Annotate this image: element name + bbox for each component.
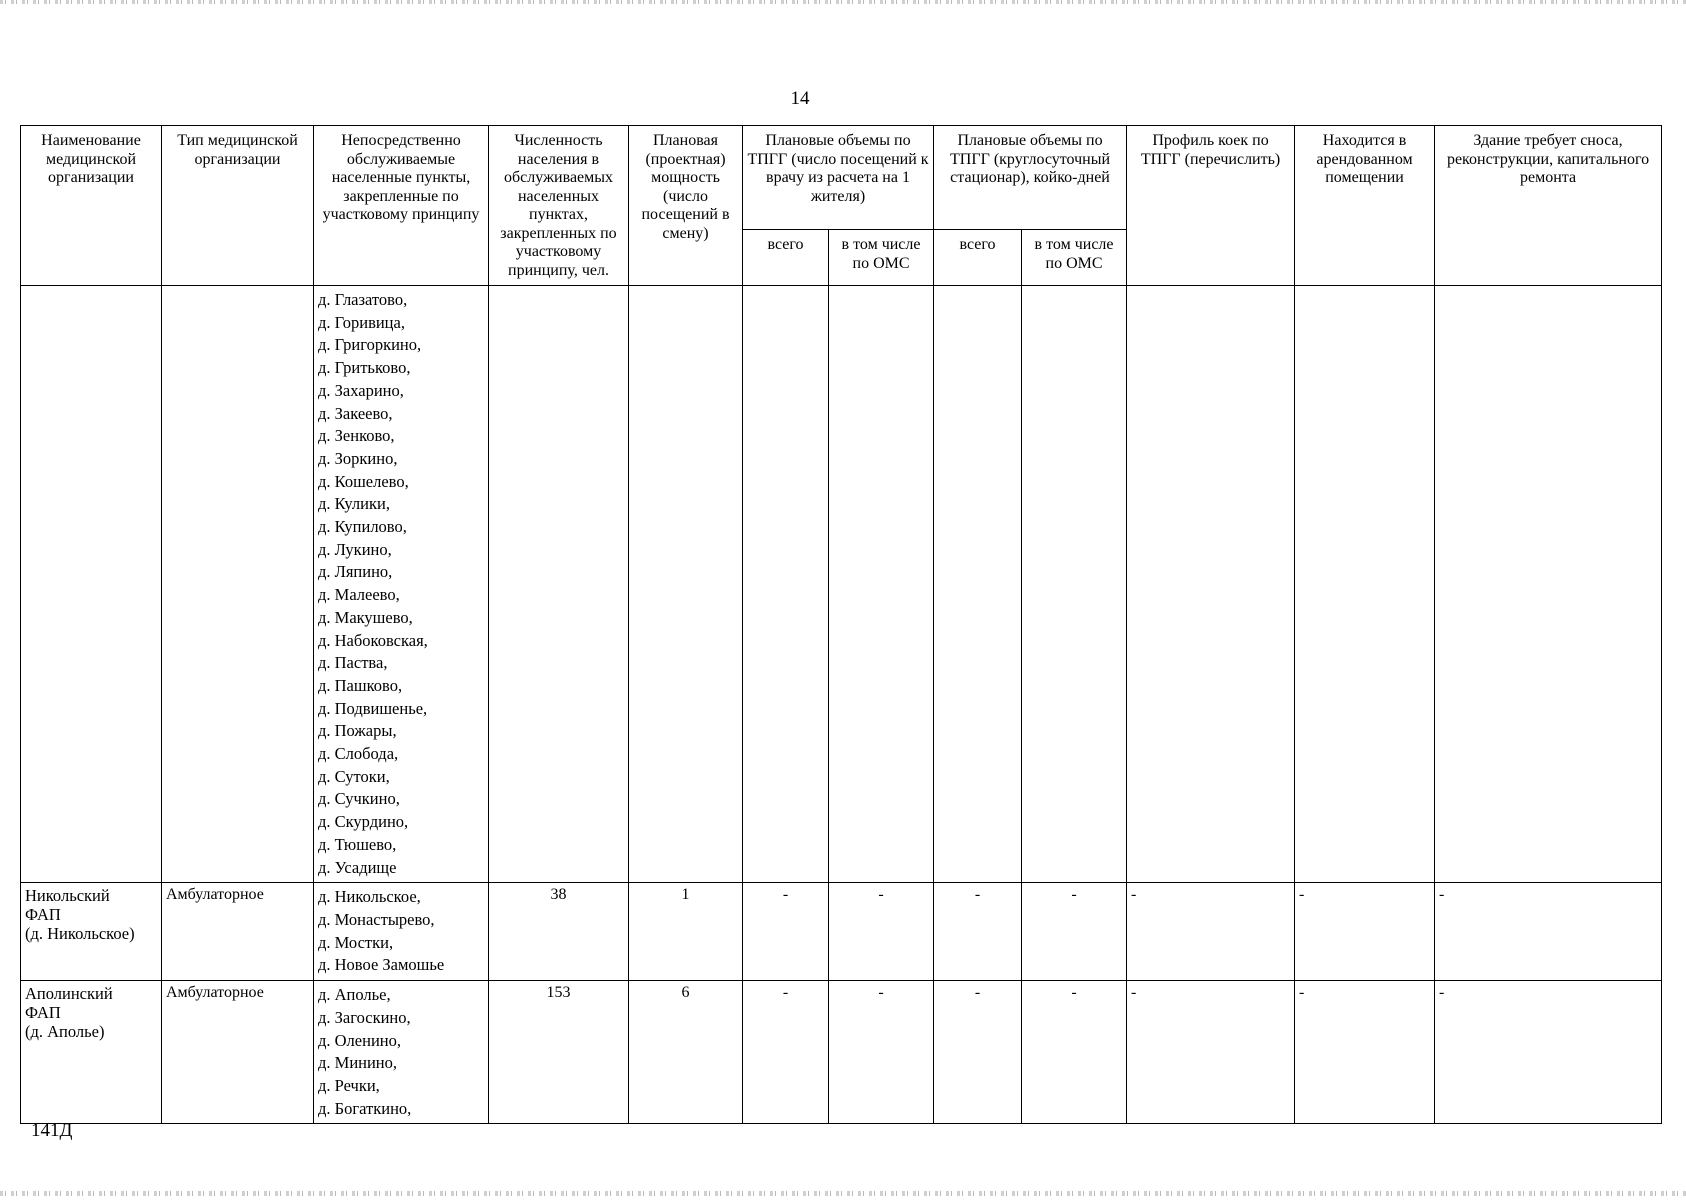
cell-settlements <box>314 883 489 981</box>
cell-line: д. Набоковская, <box>318 630 428 650</box>
cell-line: д. Тюшево, <box>318 834 397 854</box>
cell-line: Аполинский <box>25 984 113 1004</box>
cell-visits-total <box>743 286 829 883</box>
page-number: 14 <box>790 88 810 109</box>
cell-line: д. Никольское, <box>318 887 421 907</box>
cell-line: д. Усадище <box>318 857 397 877</box>
cell-line: (д. Никольское) <box>25 924 135 944</box>
scan-edge-top <box>0 0 1686 4</box>
cell-bed-profile: - <box>1127 981 1295 1124</box>
header-building: Здание требует сноса, реконструкции, капитального ремонта <box>1435 126 1662 286</box>
header-type: Тип медицинской организации <box>162 126 314 286</box>
header-capacity: Плановая (проектная) мощность (число посещений в смену) <box>629 126 743 286</box>
cell-line: д. Григоркино, <box>318 335 422 355</box>
header-population: Численность населения в обслуживаемых населенных пунктах, закрепленных по участковому принципу, чел. <box>489 126 629 286</box>
footer-document-code: 141Д <box>31 1120 73 1141</box>
cell-line: д. Оленино, <box>318 1030 401 1050</box>
cell-rented <box>1295 286 1435 883</box>
cell-line: ФАП <box>25 905 61 925</box>
cell-line: д. Новое Замошье <box>318 955 445 975</box>
cell-line: д. Купилово, <box>318 517 407 537</box>
table-row <box>21 981 1662 1124</box>
cell-line: д. Скурдино, <box>318 812 409 832</box>
cell-bed-profile: - <box>1127 883 1295 981</box>
cell-visits-total: - <box>743 883 829 981</box>
header-beds-total: всего <box>934 230 1022 286</box>
facilities-table <box>20 125 1662 1124</box>
header-settlements: Непосредственно обслуживаемые населенные пункты, закрепленные по участковому принципу <box>314 126 489 286</box>
cell-visits-oms: - <box>829 981 934 1124</box>
cell-rented: - <box>1295 981 1435 1124</box>
cell-visits-oms <box>829 286 934 883</box>
cell-capacity <box>629 286 743 883</box>
cell-line: д. Пожары, <box>318 721 397 741</box>
cell-line: д. Пашково, <box>318 675 403 695</box>
cell-line: д. Паства, <box>318 653 388 673</box>
cell-line: д. Аполье, <box>318 985 391 1005</box>
scan-edge-bottom <box>0 1191 1686 1196</box>
cell-line: д. Ляпино, <box>318 562 393 582</box>
header-visits-total: всего <box>743 230 829 286</box>
header-beds-group: Плановые объемы по ТПГГ (круглосуточный стационар), койко-дней <box>934 126 1127 230</box>
cell-line: д. Кошелево, <box>318 471 409 491</box>
cell-line: д. Горивица, <box>318 312 405 332</box>
header-bed-profile: Профиль коек по ТПГГ (перечислить) <box>1127 126 1295 286</box>
cell-line: д. Загоскино, <box>318 1007 411 1027</box>
cell-visits-oms: - <box>829 883 934 981</box>
cell-visits-total: - <box>743 981 829 1124</box>
cell-line: д. Макушево, <box>318 607 413 627</box>
cell-line: д. Подвишенье, <box>318 698 428 718</box>
cell-population <box>489 286 629 883</box>
cell-type: Амбулаторное <box>162 981 314 1124</box>
cell-line: д. Малеево, <box>318 585 400 605</box>
cell-beds-oms: - <box>1022 883 1127 981</box>
cell-line: д. Сучкино, <box>318 789 400 809</box>
cell-line: д. Монастырево, <box>318 909 435 929</box>
cell-type <box>162 286 314 883</box>
cell-line: Никольский <box>25 886 110 906</box>
cell-building: - <box>1435 883 1662 981</box>
cell-beds-total: - <box>934 981 1022 1124</box>
cell-line: д. Слобода, <box>318 744 399 764</box>
cell-line: д. Гритьково, <box>318 358 411 378</box>
cell-bed-profile <box>1127 286 1295 883</box>
header-rented: Находится в арендованном помещении <box>1295 126 1435 286</box>
cell-rented: - <box>1295 883 1435 981</box>
cell-line: (д. Аполье) <box>25 1022 105 1042</box>
cell-beds-oms: - <box>1022 981 1127 1124</box>
cell-name <box>21 286 162 883</box>
cell-line: д. Кулики, <box>318 494 390 514</box>
cell-name <box>21 883 162 981</box>
header-beds-oms: в том числе по ОМС <box>1022 230 1127 286</box>
cell-line: ФАП <box>25 1003 61 1023</box>
cell-capacity: 1 <box>629 883 743 981</box>
header-name: Наименование медицинской организации <box>21 126 162 286</box>
cell-settlements <box>314 286 489 883</box>
cell-line: д. Захарино, <box>318 380 404 400</box>
cell-line: д. Зоркино, <box>318 448 398 468</box>
cell-line: д. Богаткино, <box>318 1098 412 1118</box>
cell-settlements <box>314 981 489 1124</box>
cell-beds-oms <box>1022 286 1127 883</box>
cell-line: д. Закеево, <box>318 403 393 423</box>
cell-line: д. Минино, <box>318 1053 398 1073</box>
cell-line: д. Речки, <box>318 1075 380 1095</box>
cell-population: 153 <box>489 981 629 1124</box>
cell-line: д. Глазатово, <box>318 290 408 309</box>
header-visits-group: Плановые объемы по ТПГГ (число посещений к врачу из расчета на 1 жителя) <box>743 126 934 230</box>
cell-beds-total <box>934 286 1022 883</box>
cell-beds-total: - <box>934 883 1022 981</box>
cell-capacity: 6 <box>629 981 743 1124</box>
cell-name <box>21 981 162 1124</box>
cell-line: д. Сутоки, <box>318 766 390 786</box>
cell-line: д. Зенково, <box>318 426 395 446</box>
cell-population: 38 <box>489 883 629 981</box>
cell-line: д. Мостки, <box>318 932 394 952</box>
cell-building <box>1435 286 1662 883</box>
cell-building: - <box>1435 981 1662 1124</box>
cell-type: Амбулаторное <box>162 883 314 981</box>
header-visits-oms: в том числе по ОМС <box>829 230 934 286</box>
cell-line: д. Лукино, <box>318 539 392 559</box>
table-row <box>21 883 1662 981</box>
table-row <box>21 286 1662 883</box>
